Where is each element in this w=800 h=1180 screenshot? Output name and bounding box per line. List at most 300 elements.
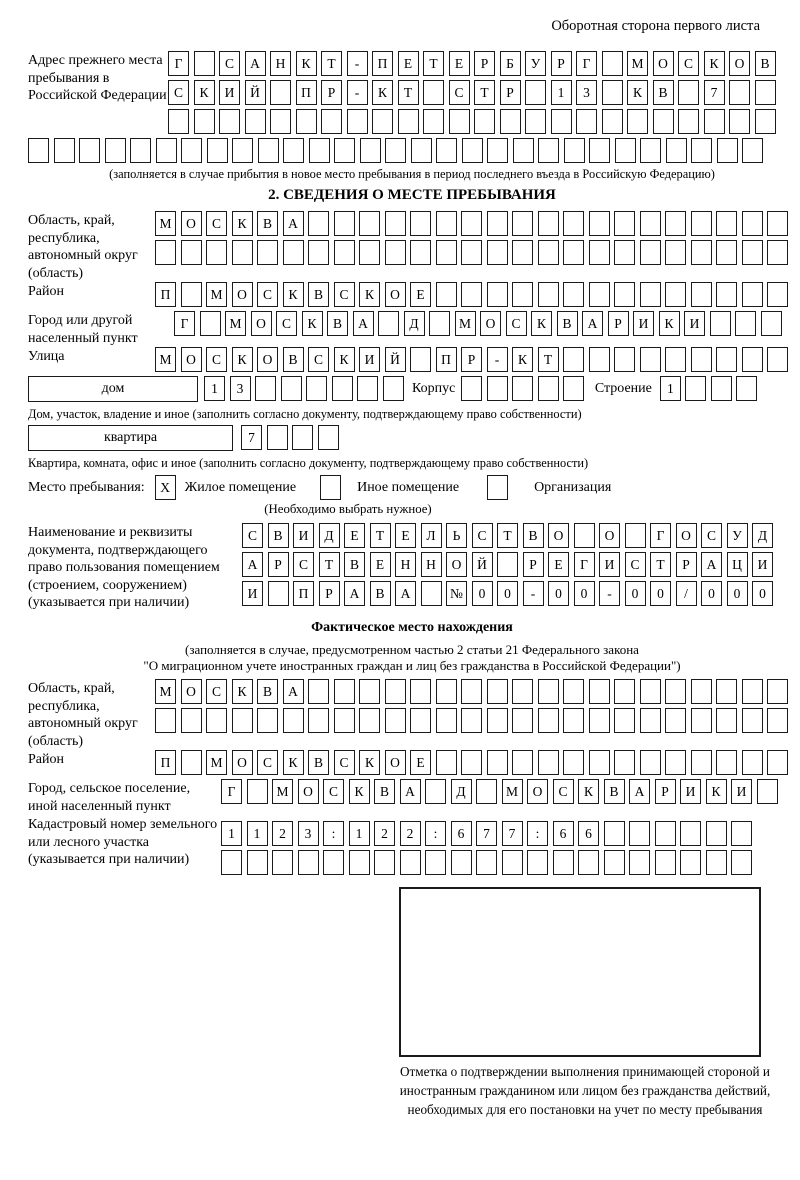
char-box[interactable] bbox=[640, 211, 661, 236]
char-box[interactable]: Г bbox=[574, 552, 595, 577]
char-box[interactable] bbox=[500, 109, 521, 134]
char-box[interactable]: Е bbox=[449, 51, 470, 76]
char-box[interactable] bbox=[564, 138, 585, 163]
char-box[interactable]: С bbox=[334, 750, 355, 775]
char-box[interactable]: П bbox=[293, 581, 314, 606]
char-box[interactable]: В bbox=[308, 282, 329, 307]
char-box[interactable] bbox=[614, 679, 635, 704]
char-box[interactable] bbox=[604, 850, 625, 875]
char-box[interactable]: С bbox=[257, 282, 278, 307]
char-box[interactable] bbox=[334, 211, 355, 236]
char-box[interactable]: Р bbox=[461, 347, 482, 372]
char-box[interactable]: В bbox=[327, 311, 348, 336]
char-box[interactable] bbox=[385, 138, 406, 163]
char-box[interactable] bbox=[257, 708, 278, 733]
char-box[interactable] bbox=[334, 708, 355, 733]
char-box[interactable]: А bbox=[701, 552, 722, 577]
char-box[interactable]: Д bbox=[451, 779, 472, 804]
char-box[interactable]: С bbox=[701, 523, 722, 548]
char-box[interactable]: С bbox=[308, 347, 329, 372]
char-box[interactable] bbox=[755, 80, 776, 105]
char-box[interactable] bbox=[538, 679, 559, 704]
char-box[interactable]: В bbox=[604, 779, 625, 804]
char-box[interactable] bbox=[691, 240, 712, 265]
char-box[interactable]: С bbox=[206, 347, 227, 372]
char-box[interactable]: Л bbox=[421, 523, 442, 548]
char-box[interactable] bbox=[614, 750, 635, 775]
char-box[interactable]: Д bbox=[404, 311, 425, 336]
char-box[interactable]: 2 bbox=[400, 821, 421, 846]
char-box[interactable] bbox=[347, 109, 368, 134]
char-box[interactable] bbox=[614, 282, 635, 307]
char-box[interactable] bbox=[487, 211, 508, 236]
char-box[interactable] bbox=[716, 679, 737, 704]
char-box[interactable] bbox=[767, 750, 788, 775]
char-box[interactable] bbox=[625, 523, 646, 548]
char-box[interactable]: В bbox=[557, 311, 578, 336]
char-box[interactable] bbox=[272, 850, 293, 875]
char-box[interactable]: С bbox=[678, 51, 699, 76]
char-box[interactable]: 0 bbox=[548, 581, 569, 606]
char-box[interactable] bbox=[398, 109, 419, 134]
char-box[interactable] bbox=[258, 138, 279, 163]
char-box[interactable]: П bbox=[372, 51, 393, 76]
char-box[interactable] bbox=[691, 282, 712, 307]
char-box[interactable]: В bbox=[268, 523, 289, 548]
char-box[interactable]: В bbox=[523, 523, 544, 548]
char-box[interactable]: О bbox=[181, 679, 202, 704]
char-box[interactable] bbox=[181, 750, 202, 775]
char-box[interactable]: О bbox=[232, 282, 253, 307]
char-box[interactable]: 0 bbox=[497, 581, 518, 606]
char-box[interactable]: О bbox=[181, 347, 202, 372]
char-box[interactable] bbox=[436, 240, 457, 265]
char-box[interactable] bbox=[716, 240, 737, 265]
char-box[interactable] bbox=[357, 376, 378, 401]
char-box[interactable] bbox=[538, 376, 559, 401]
char-box[interactable]: Т bbox=[538, 347, 559, 372]
char-box[interactable] bbox=[436, 211, 457, 236]
char-box[interactable]: Н bbox=[395, 552, 416, 577]
char-box[interactable] bbox=[283, 138, 304, 163]
char-box[interactable] bbox=[563, 708, 584, 733]
char-box[interactable]: М bbox=[206, 750, 227, 775]
char-box[interactable]: О bbox=[251, 311, 272, 336]
char-box[interactable] bbox=[589, 347, 610, 372]
char-box[interactable]: М bbox=[272, 779, 293, 804]
char-box[interactable]: К bbox=[659, 311, 680, 336]
char-box[interactable]: О bbox=[599, 523, 620, 548]
char-box[interactable] bbox=[436, 750, 457, 775]
char-box[interactable] bbox=[655, 850, 676, 875]
char-box[interactable] bbox=[680, 821, 701, 846]
char-box[interactable]: 1 bbox=[551, 80, 572, 105]
char-box[interactable] bbox=[461, 708, 482, 733]
char-box[interactable]: А bbox=[353, 311, 374, 336]
char-box[interactable] bbox=[476, 779, 497, 804]
char-box[interactable] bbox=[349, 850, 370, 875]
char-box[interactable] bbox=[589, 211, 610, 236]
char-box[interactable] bbox=[332, 376, 353, 401]
char-box[interactable] bbox=[602, 109, 623, 134]
char-box[interactable] bbox=[487, 708, 508, 733]
char-box[interactable] bbox=[767, 240, 788, 265]
char-box[interactable]: / bbox=[676, 581, 697, 606]
char-box[interactable] bbox=[436, 679, 457, 704]
char-box[interactable] bbox=[589, 138, 610, 163]
char-box[interactable]: К bbox=[359, 282, 380, 307]
char-box[interactable] bbox=[436, 708, 457, 733]
char-box[interactable]: О bbox=[653, 51, 674, 76]
char-box[interactable] bbox=[512, 240, 533, 265]
char-box[interactable] bbox=[105, 138, 126, 163]
char-box[interactable] bbox=[640, 708, 661, 733]
char-box[interactable]: Г bbox=[576, 51, 597, 76]
char-box[interactable]: 1 bbox=[204, 376, 225, 401]
char-box[interactable] bbox=[742, 282, 763, 307]
char-box[interactable] bbox=[423, 80, 444, 105]
char-box[interactable] bbox=[502, 850, 523, 875]
char-box[interactable]: О bbox=[298, 779, 319, 804]
char-box[interactable] bbox=[665, 347, 686, 372]
char-box[interactable] bbox=[292, 425, 313, 450]
char-box[interactable]: Т bbox=[423, 51, 444, 76]
char-box[interactable] bbox=[757, 779, 778, 804]
char-box[interactable]: М bbox=[225, 311, 246, 336]
char-box[interactable]: И bbox=[633, 311, 654, 336]
char-box[interactable]: - bbox=[523, 581, 544, 606]
char-box[interactable] bbox=[563, 240, 584, 265]
char-box[interactable] bbox=[410, 347, 431, 372]
char-box[interactable] bbox=[296, 109, 317, 134]
char-box[interactable] bbox=[298, 850, 319, 875]
char-box[interactable]: К bbox=[283, 282, 304, 307]
char-box[interactable] bbox=[767, 708, 788, 733]
char-box[interactable] bbox=[640, 282, 661, 307]
char-box[interactable] bbox=[359, 240, 380, 265]
char-box[interactable] bbox=[729, 80, 750, 105]
char-box[interactable]: 7 bbox=[241, 425, 262, 450]
char-box[interactable] bbox=[512, 708, 533, 733]
char-box[interactable]: И bbox=[599, 552, 620, 577]
char-box[interactable]: Е bbox=[548, 552, 569, 577]
char-box[interactable] bbox=[247, 779, 268, 804]
char-box[interactable] bbox=[563, 347, 584, 372]
char-box[interactable] bbox=[423, 109, 444, 134]
char-box[interactable]: - bbox=[599, 581, 620, 606]
char-box[interactable] bbox=[321, 109, 342, 134]
char-box[interactable] bbox=[283, 708, 304, 733]
char-box[interactable] bbox=[219, 109, 240, 134]
char-box[interactable] bbox=[602, 80, 623, 105]
char-box[interactable] bbox=[691, 211, 712, 236]
char-box[interactable]: С bbox=[276, 311, 297, 336]
char-box[interactable]: М bbox=[206, 282, 227, 307]
char-box[interactable] bbox=[589, 240, 610, 265]
char-box[interactable]: Е bbox=[370, 552, 391, 577]
char-box[interactable]: О bbox=[232, 750, 253, 775]
char-box[interactable]: Р bbox=[268, 552, 289, 577]
char-box[interactable] bbox=[706, 850, 727, 875]
char-box[interactable] bbox=[476, 850, 497, 875]
char-box[interactable]: В bbox=[653, 80, 674, 105]
char-box[interactable] bbox=[589, 750, 610, 775]
char-box[interactable]: И bbox=[242, 581, 263, 606]
char-box[interactable]: Т bbox=[398, 80, 419, 105]
char-box[interactable]: 7 bbox=[704, 80, 725, 105]
char-box[interactable] bbox=[461, 211, 482, 236]
char-box[interactable]: Е bbox=[395, 523, 416, 548]
char-box[interactable]: В bbox=[374, 779, 395, 804]
char-box[interactable] bbox=[334, 138, 355, 163]
char-box[interactable] bbox=[410, 211, 431, 236]
char-box[interactable] bbox=[451, 850, 472, 875]
char-box[interactable]: А bbox=[344, 581, 365, 606]
char-box[interactable]: Р bbox=[474, 51, 495, 76]
char-box[interactable] bbox=[629, 850, 650, 875]
char-box[interactable]: Г bbox=[168, 51, 189, 76]
char-box[interactable]: К bbox=[531, 311, 552, 336]
char-box[interactable] bbox=[429, 311, 450, 336]
char-box[interactable] bbox=[462, 138, 483, 163]
char-box[interactable]: 1 bbox=[247, 821, 268, 846]
char-box[interactable] bbox=[665, 679, 686, 704]
char-box[interactable] bbox=[716, 347, 737, 372]
char-box[interactable] bbox=[487, 679, 508, 704]
char-box[interactable]: С bbox=[168, 80, 189, 105]
char-box[interactable] bbox=[614, 347, 635, 372]
char-box[interactable] bbox=[323, 850, 344, 875]
char-box[interactable]: И bbox=[684, 311, 705, 336]
char-box[interactable]: 6 bbox=[553, 821, 574, 846]
char-box[interactable] bbox=[589, 282, 610, 307]
char-box[interactable]: П bbox=[155, 282, 176, 307]
char-box[interactable]: О bbox=[257, 347, 278, 372]
char-box[interactable] bbox=[604, 821, 625, 846]
char-box[interactable]: К bbox=[283, 750, 304, 775]
char-box[interactable] bbox=[436, 138, 457, 163]
char-box[interactable]: А bbox=[400, 779, 421, 804]
char-box[interactable] bbox=[232, 138, 253, 163]
char-box[interactable] bbox=[563, 376, 584, 401]
char-box[interactable]: О bbox=[446, 552, 467, 577]
char-box[interactable] bbox=[691, 708, 712, 733]
char-box[interactable] bbox=[281, 376, 302, 401]
char-box[interactable] bbox=[716, 282, 737, 307]
char-box[interactable]: К bbox=[296, 51, 317, 76]
char-box[interactable] bbox=[255, 376, 276, 401]
char-box[interactable] bbox=[497, 552, 518, 577]
char-box[interactable] bbox=[691, 138, 712, 163]
char-box[interactable] bbox=[665, 708, 686, 733]
char-box[interactable] bbox=[563, 282, 584, 307]
char-box[interactable]: С bbox=[257, 750, 278, 775]
char-box[interactable]: С bbox=[625, 552, 646, 577]
char-box[interactable] bbox=[247, 850, 268, 875]
char-box[interactable] bbox=[629, 821, 650, 846]
char-box[interactable]: М bbox=[455, 311, 476, 336]
char-box[interactable] bbox=[716, 211, 737, 236]
char-box[interactable] bbox=[678, 109, 699, 134]
char-box[interactable]: И bbox=[680, 779, 701, 804]
char-box[interactable]: 2 bbox=[272, 821, 293, 846]
char-box[interactable] bbox=[359, 211, 380, 236]
char-box[interactable] bbox=[487, 138, 508, 163]
char-box[interactable] bbox=[655, 821, 676, 846]
char-box[interactable] bbox=[410, 708, 431, 733]
char-box[interactable] bbox=[512, 211, 533, 236]
char-box[interactable] bbox=[155, 708, 176, 733]
char-box[interactable] bbox=[767, 282, 788, 307]
char-box[interactable] bbox=[767, 679, 788, 704]
char-box[interactable] bbox=[731, 850, 752, 875]
char-box[interactable]: К bbox=[232, 679, 253, 704]
char-box[interactable]: А bbox=[245, 51, 266, 76]
char-box[interactable] bbox=[207, 138, 228, 163]
char-box[interactable] bbox=[563, 679, 584, 704]
char-box[interactable]: П bbox=[296, 80, 317, 105]
char-box[interactable] bbox=[194, 109, 215, 134]
char-box[interactable]: 7 bbox=[502, 821, 523, 846]
char-box[interactable]: 3 bbox=[298, 821, 319, 846]
char-box[interactable] bbox=[512, 282, 533, 307]
char-box[interactable] bbox=[372, 109, 393, 134]
char-box[interactable]: Й bbox=[245, 80, 266, 105]
char-box[interactable]: Т bbox=[650, 552, 671, 577]
char-box[interactable] bbox=[706, 821, 727, 846]
char-box[interactable]: И bbox=[752, 552, 773, 577]
char-box[interactable]: В bbox=[344, 552, 365, 577]
char-box[interactable] bbox=[513, 138, 534, 163]
char-box[interactable]: Е bbox=[344, 523, 365, 548]
stay-option-checkbox-residential[interactable]: X bbox=[155, 475, 176, 500]
char-box[interactable] bbox=[383, 376, 404, 401]
char-box[interactable]: 7 bbox=[476, 821, 497, 846]
char-box[interactable] bbox=[512, 679, 533, 704]
char-box[interactable] bbox=[578, 850, 599, 875]
char-box[interactable] bbox=[487, 750, 508, 775]
char-box[interactable]: 0 bbox=[472, 581, 493, 606]
char-box[interactable] bbox=[665, 240, 686, 265]
char-box[interactable] bbox=[130, 138, 151, 163]
char-box[interactable] bbox=[436, 282, 457, 307]
char-box[interactable] bbox=[270, 80, 291, 105]
char-box[interactable] bbox=[156, 138, 177, 163]
char-box[interactable] bbox=[710, 311, 731, 336]
char-box[interactable] bbox=[461, 376, 482, 401]
char-box[interactable] bbox=[742, 708, 763, 733]
char-box[interactable]: О bbox=[548, 523, 569, 548]
stay-option-checkbox-other[interactable] bbox=[320, 475, 341, 500]
char-box[interactable]: О bbox=[181, 211, 202, 236]
char-box[interactable]: 0 bbox=[727, 581, 748, 606]
char-box[interactable] bbox=[308, 679, 329, 704]
char-box[interactable]: С bbox=[293, 552, 314, 577]
char-box[interactable]: К bbox=[578, 779, 599, 804]
char-box[interactable]: К bbox=[302, 311, 323, 336]
char-box[interactable]: М bbox=[155, 347, 176, 372]
char-box[interactable] bbox=[755, 109, 776, 134]
char-box[interactable]: 2 bbox=[374, 821, 395, 846]
char-box[interactable] bbox=[761, 311, 782, 336]
char-box[interactable]: С bbox=[553, 779, 574, 804]
char-box[interactable]: К bbox=[349, 779, 370, 804]
stay-option-checkbox-organization[interactable] bbox=[487, 475, 508, 500]
char-box[interactable] bbox=[400, 850, 421, 875]
char-box[interactable] bbox=[742, 138, 763, 163]
char-box[interactable] bbox=[194, 51, 215, 76]
char-box[interactable]: А bbox=[629, 779, 650, 804]
char-box[interactable] bbox=[385, 708, 406, 733]
char-box[interactable] bbox=[640, 138, 661, 163]
char-box[interactable]: Й bbox=[472, 552, 493, 577]
char-box[interactable] bbox=[200, 311, 221, 336]
char-box[interactable] bbox=[487, 282, 508, 307]
char-box[interactable]: М bbox=[627, 51, 648, 76]
char-box[interactable] bbox=[461, 240, 482, 265]
char-box[interactable]: С bbox=[449, 80, 470, 105]
char-box[interactable] bbox=[425, 850, 446, 875]
char-box[interactable] bbox=[487, 240, 508, 265]
char-box[interactable] bbox=[589, 679, 610, 704]
char-box[interactable]: К bbox=[359, 750, 380, 775]
char-box[interactable]: Т bbox=[319, 552, 340, 577]
char-box[interactable]: 6 bbox=[451, 821, 472, 846]
char-box[interactable]: К bbox=[627, 80, 648, 105]
char-box[interactable] bbox=[425, 779, 446, 804]
char-box[interactable] bbox=[410, 240, 431, 265]
char-box[interactable]: В bbox=[308, 750, 329, 775]
char-box[interactable]: : bbox=[527, 821, 548, 846]
char-box[interactable] bbox=[640, 347, 661, 372]
char-box[interactable] bbox=[538, 211, 559, 236]
char-box[interactable]: О bbox=[527, 779, 548, 804]
char-box[interactable]: Р bbox=[500, 80, 521, 105]
char-box[interactable] bbox=[742, 347, 763, 372]
char-box[interactable] bbox=[525, 109, 546, 134]
char-box[interactable]: 1 bbox=[660, 376, 681, 401]
char-box[interactable]: Р bbox=[551, 51, 572, 76]
char-box[interactable] bbox=[666, 138, 687, 163]
char-box[interactable] bbox=[691, 750, 712, 775]
char-box[interactable]: К bbox=[334, 347, 355, 372]
char-box[interactable]: Н bbox=[421, 552, 442, 577]
char-box[interactable] bbox=[308, 240, 329, 265]
char-box[interactable]: 0 bbox=[650, 581, 671, 606]
char-box[interactable]: № bbox=[446, 581, 467, 606]
char-box[interactable]: Д bbox=[752, 523, 773, 548]
char-box[interactable]: К bbox=[706, 779, 727, 804]
char-box[interactable] bbox=[181, 282, 202, 307]
char-box[interactable]: О bbox=[385, 282, 406, 307]
char-box[interactable]: К bbox=[704, 51, 725, 76]
char-box[interactable] bbox=[474, 109, 495, 134]
char-box[interactable] bbox=[538, 240, 559, 265]
char-box[interactable] bbox=[512, 376, 533, 401]
char-box[interactable] bbox=[527, 850, 548, 875]
char-box[interactable]: Ь bbox=[446, 523, 467, 548]
char-box[interactable]: : bbox=[425, 821, 446, 846]
char-box[interactable] bbox=[653, 109, 674, 134]
char-box[interactable]: М bbox=[155, 211, 176, 236]
char-box[interactable] bbox=[691, 679, 712, 704]
char-box[interactable] bbox=[685, 376, 706, 401]
char-box[interactable]: Т bbox=[370, 523, 391, 548]
char-box[interactable] bbox=[742, 240, 763, 265]
char-box[interactable] bbox=[563, 750, 584, 775]
char-box[interactable] bbox=[318, 425, 339, 450]
char-box[interactable] bbox=[627, 109, 648, 134]
